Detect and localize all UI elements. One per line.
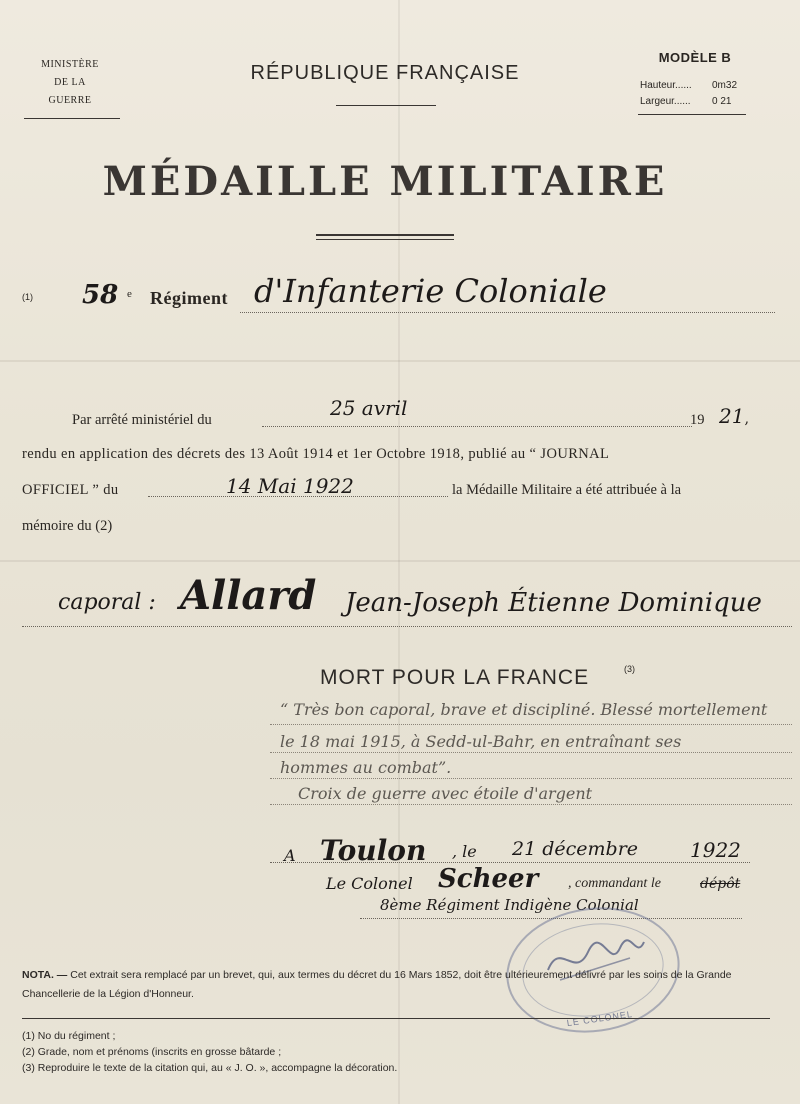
fold-line bbox=[0, 560, 800, 562]
citation-line: Croix de guerre avec étoile d'argent bbox=[298, 784, 593, 803]
title-rule bbox=[316, 234, 454, 236]
ministere-rule bbox=[24, 118, 120, 119]
memoire-text: mémoire du (2) bbox=[22, 518, 113, 534]
footnote: (1) No du régiment ; bbox=[22, 1030, 116, 1042]
officer-grade: Le Colonel bbox=[326, 874, 413, 893]
dotted-line bbox=[270, 724, 792, 725]
ministere-block bbox=[22, 56, 118, 110]
dotted-line bbox=[270, 862, 750, 863]
ministere-line: MINISTÈRE bbox=[41, 59, 99, 70]
recipient-prenoms: Jean-Joseph Étienne Dominique bbox=[345, 588, 762, 618]
attribution-text: la Médaille Militaire a été attribuée à la bbox=[452, 482, 682, 498]
dimensions-block bbox=[640, 78, 737, 110]
place-prefix: A bbox=[284, 846, 296, 865]
year-printed: 19 bbox=[690, 412, 705, 428]
hauteur-value: 0m32 bbox=[712, 80, 738, 91]
dotted-line bbox=[148, 496, 448, 497]
depot-struck: dépôt bbox=[700, 876, 741, 892]
note-marker-3: (3) bbox=[624, 664, 635, 674]
footnote: (3) Reproduire le texte de la citation qui, au « J. O. », accompagne la décoration. bbox=[22, 1062, 398, 1074]
officer-name: Scheer bbox=[438, 864, 539, 894]
dotted-line bbox=[270, 804, 792, 805]
citation-line: “ Très bon caporal, brave et discipliné. Blessé mortellement bbox=[280, 700, 768, 719]
footnote: (2) Grade, nom et prénoms (inscrits en grosse bâtarde ; bbox=[22, 1046, 282, 1058]
regiment-handwritten: d'Infanterie Coloniale bbox=[254, 272, 607, 310]
nota-text: Cet extrait sera remplacé par un brevet, qui, aux termes du décret du 16 Mars 1852, doit être ultérieurement délivré par les soins de la Grande Chancellerie de la Légion d'Honneur. bbox=[22, 969, 732, 1000]
officiel-date: 14 Mai 1922 bbox=[226, 474, 354, 498]
unit-name: 8ème Régiment Indigène Colonial bbox=[380, 896, 639, 914]
dotted-line bbox=[270, 778, 792, 779]
footnote-rule bbox=[22, 1018, 770, 1019]
commandant-text: , commandant le bbox=[568, 876, 661, 891]
largeur-label: Largeur...... bbox=[640, 96, 691, 107]
arrete-date: 25 avril bbox=[330, 396, 408, 420]
mort-pour-la-france: MORT POUR LA FRANCE bbox=[320, 666, 590, 689]
republique-heading: RÉPUBLIQUE FRANÇAISE bbox=[250, 62, 520, 84]
arrete-prefix: Par arrêté ministériel du bbox=[72, 412, 212, 428]
ministere-line: DE LA bbox=[54, 77, 86, 88]
dotted-line bbox=[22, 626, 792, 627]
recipient-surname: Allard bbox=[180, 572, 317, 619]
title-rule bbox=[316, 239, 454, 240]
fold-line bbox=[0, 360, 800, 362]
citation-line: le 18 mai 1915, à Sedd-ul-Bahr, en entraînant ses bbox=[280, 732, 682, 751]
regiment-number: 58 bbox=[82, 280, 119, 310]
hauteur-label: Hauteur...... bbox=[640, 80, 692, 91]
modele-rule bbox=[638, 114, 746, 115]
place-name: Toulon bbox=[320, 834, 427, 867]
decrets-line: rendu en application des décrets des 13 Août 1914 et 1er Octobre 1918, publié au “ JOURNAL bbox=[22, 446, 610, 462]
signature-date: 21 décembre bbox=[512, 838, 639, 860]
date-prefix: , le bbox=[452, 842, 477, 861]
nota-label: NOTA. — bbox=[22, 969, 68, 981]
citation-line: hommes au combat”. bbox=[280, 758, 452, 777]
dotted-line bbox=[270, 752, 792, 753]
recipient-grade: caporal : bbox=[58, 590, 156, 615]
signature-year: 1922 bbox=[690, 838, 741, 862]
dotted-line bbox=[262, 426, 692, 427]
regiment-suffix: e bbox=[127, 288, 132, 300]
note-marker-1: (1) bbox=[22, 292, 33, 302]
nota-block bbox=[22, 966, 762, 1004]
republique-rule bbox=[336, 105, 436, 106]
year-handwritten: 21, bbox=[719, 404, 750, 428]
regiment-label: Régiment bbox=[150, 288, 228, 308]
stamp-text: LE COLONEL bbox=[566, 1008, 634, 1029]
ministere-line: GUERRE bbox=[48, 95, 92, 106]
officiel-prefix: OFFICIEL ” du bbox=[22, 482, 119, 498]
dotted-line bbox=[240, 312, 775, 313]
largeur-value: 0 21 bbox=[712, 96, 732, 107]
document-title: MÉDAILLE MILITAIRE bbox=[102, 158, 668, 205]
modele-label: MODÈLE B bbox=[658, 50, 732, 65]
